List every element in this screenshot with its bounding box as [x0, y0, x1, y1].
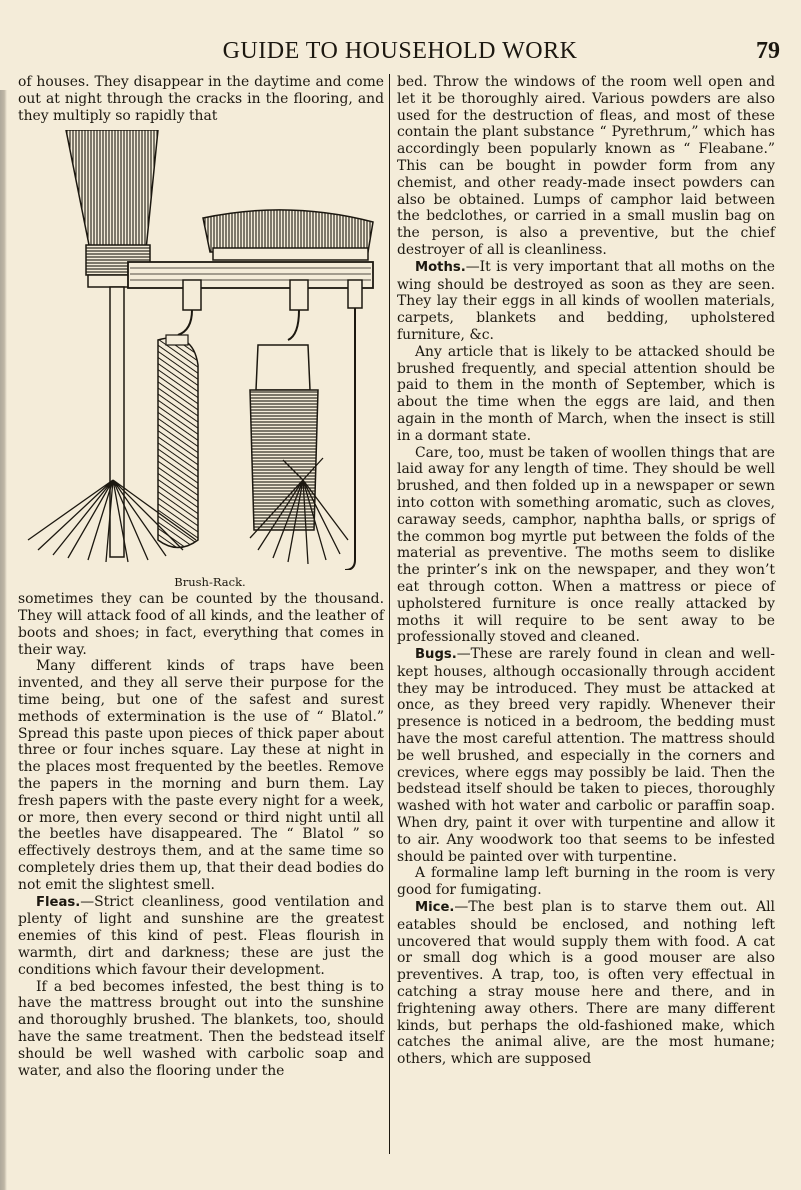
scrubbing-brush — [158, 335, 198, 548]
hook — [345, 308, 355, 570]
section-moths — [397, 259, 775, 344]
broom-handle — [110, 287, 124, 557]
paragraph: sometimes they can be counted by the thousand. They will attack food of all kinds, and the leather of boots and shoes; in fact, everything that comes in their way. — [18, 591, 384, 658]
paragraph: bed. Throw the windows of the room well open and let it be thoroughly aired. Various powders are also used for the destruction of fleas, and most of these contain the plant substance “ Pyrethrum,” which has accordingly been popularly known as “ Fleabane.” This can be bought in powder form from any chemist, and other ready-made insect powders can also be obtained. Lumps of camphor laid between the bedclothes, or carried in a small muslin bag on the person, is also a preventive, but the chief destroyer of all is cleanliness. — [397, 74, 775, 258]
rack-bar — [128, 262, 373, 310]
brush-rack-illustration — [18, 130, 384, 570]
section-bugs — [397, 646, 775, 865]
running-header — [20, 38, 780, 68]
left-column — [18, 74, 384, 1079]
section-text: —These are rarely found in clean and well-kept houses, although occasionally through accident they may be introduced. They must be attacked at once, as they breed very rapidly. Whenever their presence is noticed in a bedroom, the bedding must have the most careful attention. The mattress should be well brushed, and especially in the corners and crevices, where eggs may possibly be laid. Then the bedstead itself should be taken to pieces, thoroughly washed with hot water and carbolic or paraffin soap. When dry, paint it over with turpentine and allow it to air. Any woodwork too that seems to be infested should be painted over with turpentine. — [397, 646, 775, 865]
hook — [288, 310, 299, 340]
figure-caption: Brush-Rack. — [174, 575, 246, 590]
paragraph: Care, too, must be taken of woollen things that are laid away for any length of time. They should be well brushed, and then folded up in a newspaper or sewn into cotton with something aromatic, such as cloves, caraway seeds, camphor, naphtha balls, or sprigs of the common bog myrtle put between the folds of the material as preventive. The moths seem to dislike the printer’s ink on the newspaper, and they won’t eat through cotton. When a mattress or piece of upholstered furniture is once really attacked by moths it will require to be sent away to be professionally stoved and cleaned. — [397, 444, 775, 646]
section-text: —The best plan is to starve them out. All eatables should be enclosed, and nothing left uncovered that would supply them with food. A cat or small dog which is a good mouser are also preventives. A trap, too, is often very effectual in catching a stray mouse here and there, and in frightening away others. There are many different kinds, but perhaps the old-fashioned make, which catches the animal alive, are the most humane; others, which are supposed — [397, 899, 775, 1068]
paragraph: Any article that is likely to be attacked should be brushed frequently, and special attention should be paid to them in the month of September, which is about the time when the eggs are laid, and then again in the month of March, when the insect is still in a dormant state. — [397, 343, 775, 444]
paragraph: If a bed becomes infested, the best thing is to have the mattress brought out into the sunshine and thoroughly brushed. The blankets, too, should have the same treatment. Then the bedstead itself should be well washed with carbolic soap and water, and also the flooring under the — [18, 978, 384, 1079]
section-heading: Bugs. — [415, 647, 457, 663]
hand-brush — [250, 345, 318, 530]
hearth-brush — [203, 210, 373, 260]
column-rule — [389, 74, 391, 1154]
section-text: —It is very important that all moths on the wing should be destroyed as soon as they are seen. They lay their eggs in all kinds of woollen materials, carpets, blankets and bedding, upholstered furniture, &c. — [397, 258, 775, 343]
page-number: 79 — [756, 38, 780, 64]
paragraph: Many different kinds of traps have been invented, and they all serve their purpose for the time being, but one of the safest and surest methods of extermination is the use of “ Blatol.” Spread this paste upon pieces of thick paper about three or four inches square. Lay these at night in the places most frequented by the beetles. Remove the papers in the morning and burn them. Lay fresh papers with the paste every night for a week, or more, then every second or third night until all the beetles have disappeared. The “ Blatol ” so effectively destroys them, and at the same time so completely dries them up, that their dead bodies do not emit the slightest smell. — [18, 658, 384, 893]
paragraph: of houses. They disappear in the daytime and come out at night through the cracks in the flooring, and they multiply so rapidly that — [18, 74, 384, 124]
brush-rack-drawing — [18, 130, 384, 570]
section-heading: Moths. — [415, 259, 466, 275]
section-heading: Fleas. — [36, 894, 81, 910]
section-mice — [397, 899, 775, 1068]
section-text: —Strict cleanliness, good ventilation and plenty of light and sunshine are the greatest enemies of this kind of pest. Fleas flourish in warmth, dirt and darkness; these are just the conditions which favour their development. — [18, 893, 384, 978]
page-edge-shadow — [0, 90, 7, 1190]
section-fleas — [18, 894, 384, 979]
right-column — [397, 74, 775, 1068]
section-heading: Mice. — [415, 900, 455, 916]
running-title: GUIDE TO HOUSEHOLD WORK — [222, 38, 578, 64]
hook — [178, 310, 192, 335]
paragraph: A formaline lamp left burning in the room is very good for fumigating. — [397, 865, 775, 899]
